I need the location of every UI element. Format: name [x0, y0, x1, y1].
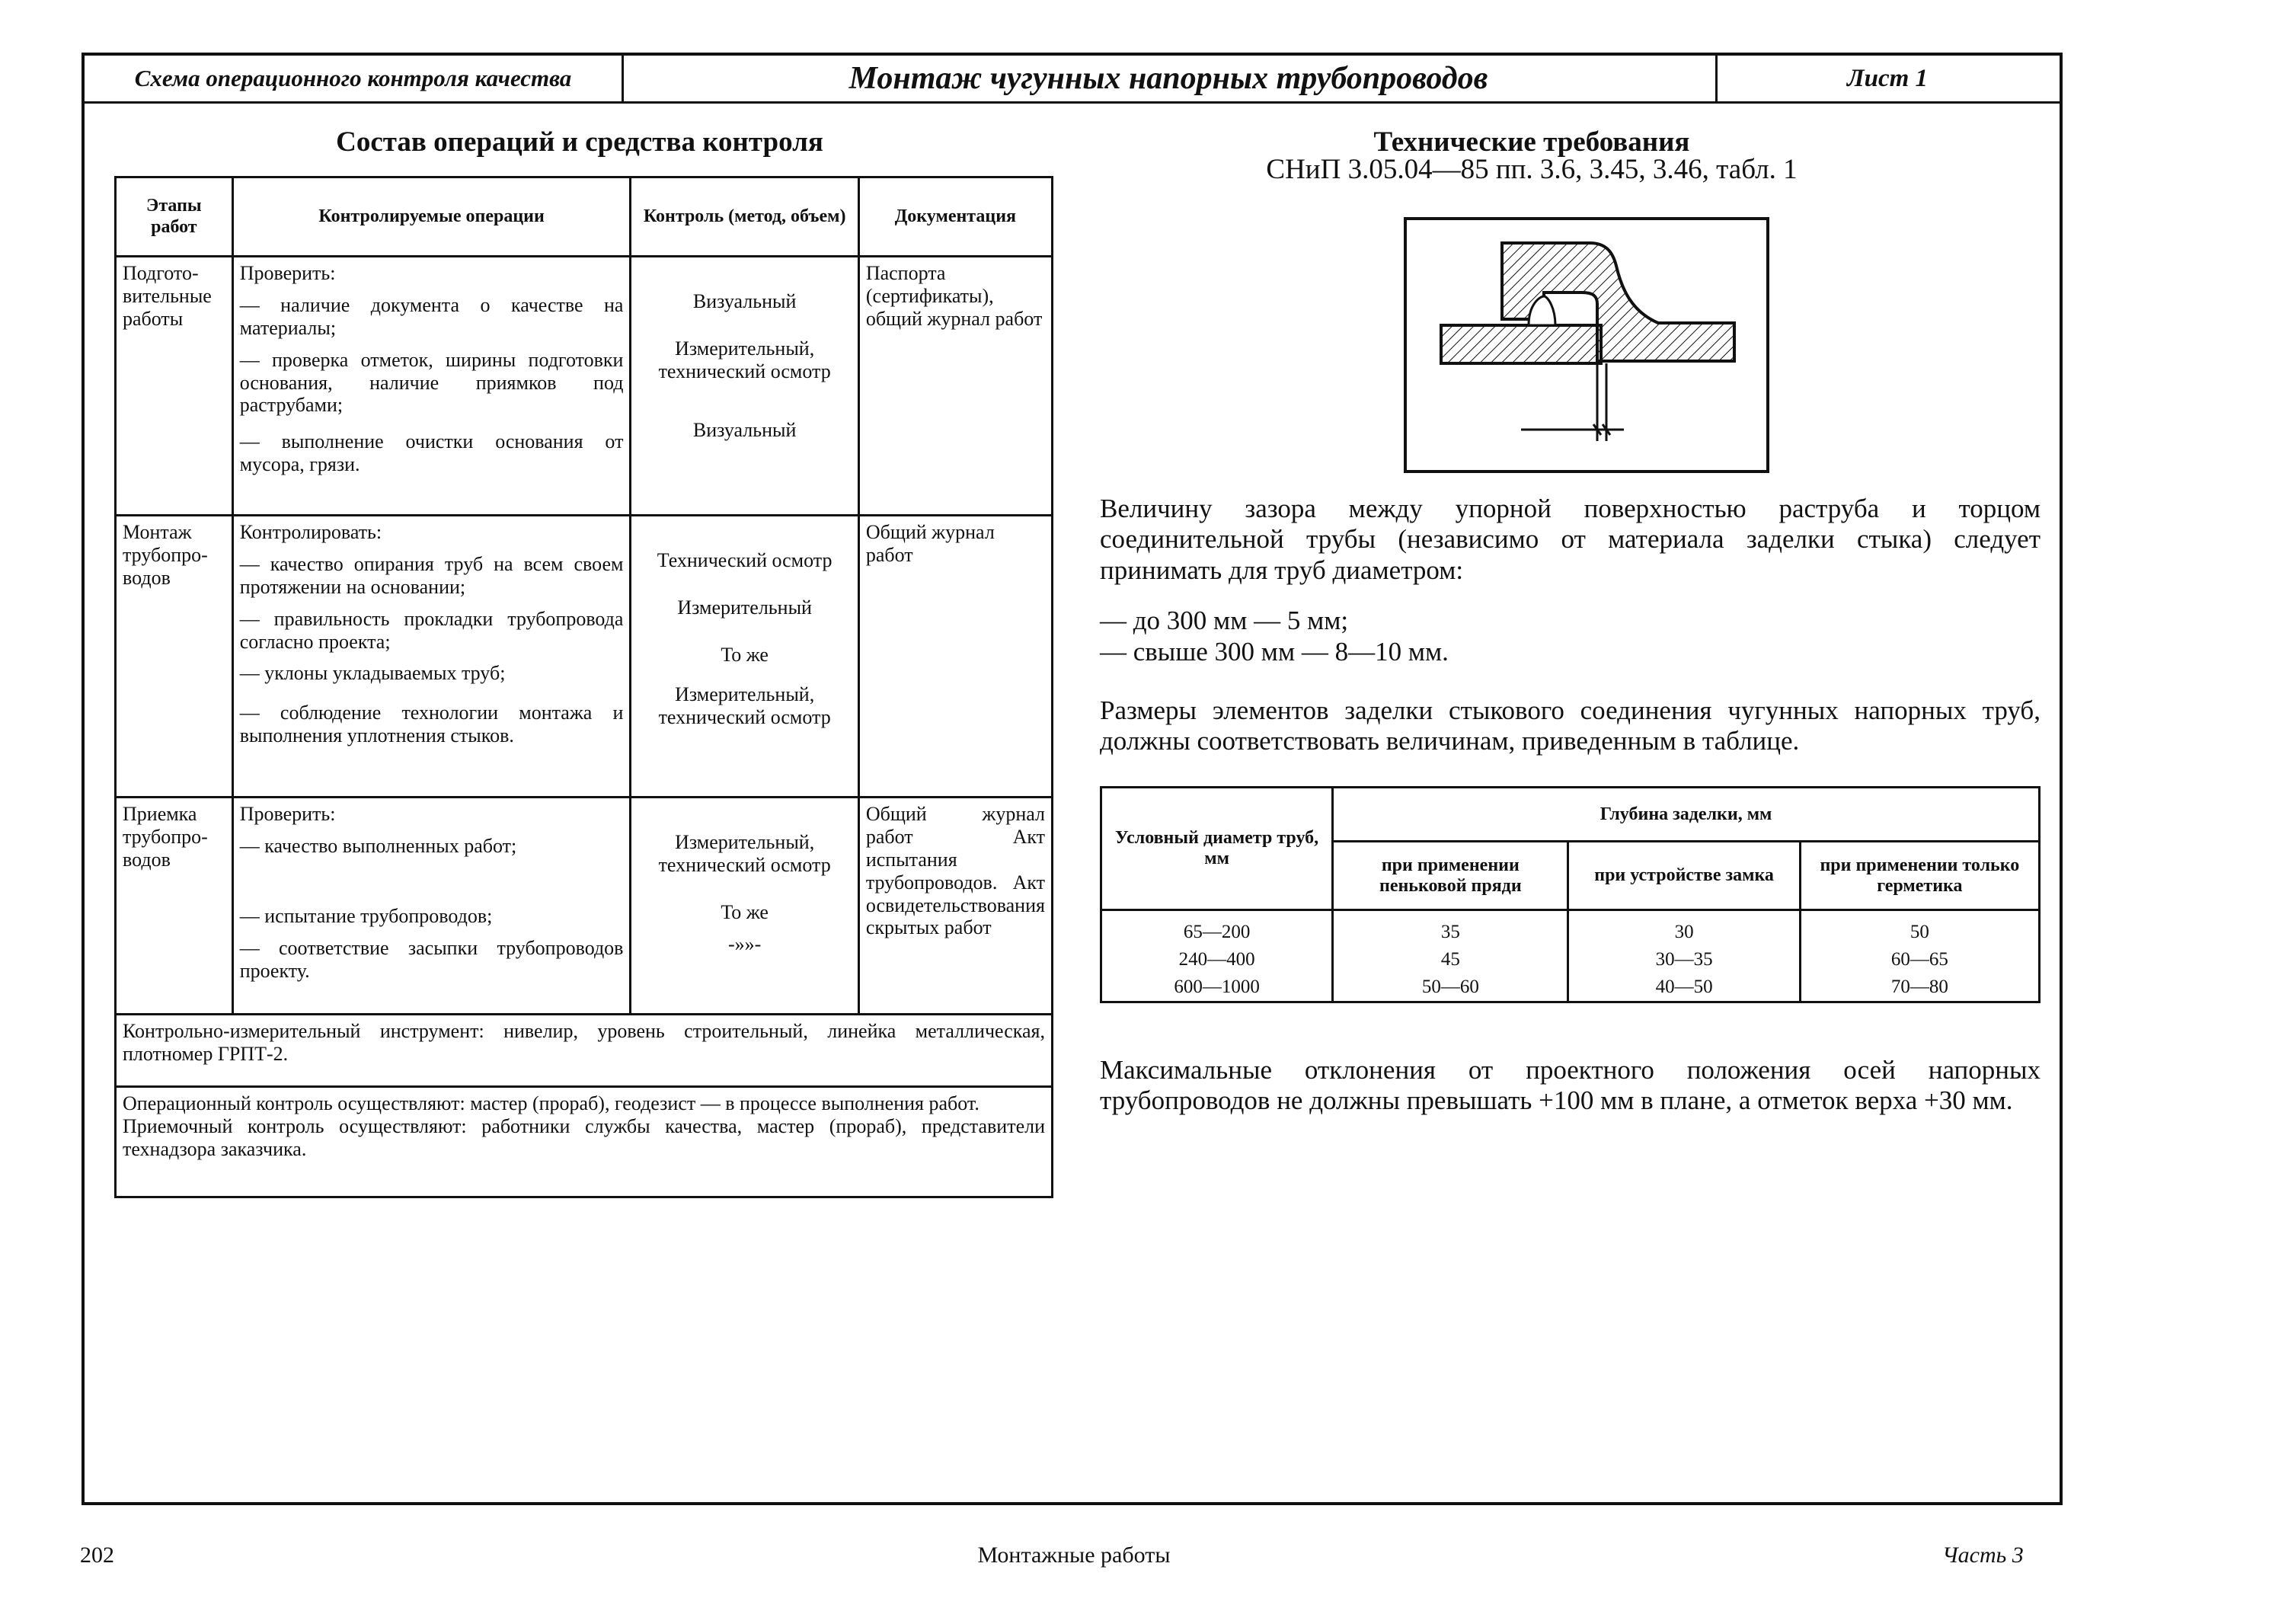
operations-header-row — [116, 177, 1053, 257]
cell-sealant: 70—80 — [1800, 973, 2039, 1002]
operation-item: — соответствие засыпки трубопроводов проекту. — [239, 936, 624, 982]
depth-table — [1100, 786, 2041, 1003]
operation-item: — правильность прокладки трубопровода согласно проекта; — [239, 607, 624, 653]
stage-name: Монтаж трубопро-водов — [116, 516, 233, 798]
cell-diameter: 600—1000 — [1101, 973, 1333, 1002]
operation-item: — наличие документа о качестве на материалы; — [239, 293, 624, 339]
operations-cell — [232, 516, 631, 798]
col-control: Контроль (метод, объем) — [631, 177, 858, 257]
operational-control-note: Операционный контроль осуществляют: мастер (прораб), геодезист — в процессе выполнения работ. — [123, 1092, 980, 1114]
joint-drawing — [1404, 217, 1769, 473]
stage-row-acceptance — [116, 798, 1053, 1015]
table-row — [1101, 946, 2040, 973]
acceptance-control-note: Приемочный контроль осуществляют: работники службы качества, мастер (прораб), представители технадзора заказчика. — [123, 1114, 1045, 1160]
control-method: Визуальный — [692, 419, 797, 441]
control-method: То же — [721, 901, 769, 923]
stage-name: Приемка трубопро-водов — [116, 798, 233, 1015]
control-notes — [116, 1087, 1053, 1197]
sizes-paragraph: Размеры элементов заделки стыкового соединения чугунных напорных труб, должны соответствовать величинам, приведенным в таблице. — [1100, 695, 2041, 756]
col-depth-group: Глубина заделки, мм — [1333, 788, 2040, 842]
cell-diameter: 65—200 — [1101, 910, 1333, 947]
col-sealant: при применении только герметика — [1800, 842, 2039, 910]
control-cell — [631, 516, 858, 798]
header-title: Монтаж чугунных напорных трубопроводов — [622, 56, 1718, 101]
cell-sealant: 60—65 — [1800, 946, 2039, 973]
control-notes-row — [116, 1087, 1053, 1197]
operation-item: — выполнение очистки основания от мусора, грязи. — [239, 430, 624, 475]
gap-item-small: — до 300 мм — 5 мм; — [1100, 606, 1349, 635]
norm-reference: СНиП 3.05.04—85 пп. 3.6, 3.45, 3.46, табл. 1 — [1266, 154, 1798, 185]
operations-cell — [232, 798, 631, 1015]
bell-joint-sketch — [1407, 220, 1766, 470]
control-cell — [631, 257, 858, 516]
operations-title: Состав операций и средства контроля — [336, 126, 823, 158]
requirements-title: Технические требования — [1373, 126, 1690, 158]
documentation-cell: Паспорта (сертификаты), общий журнал работ — [858, 257, 1052, 516]
stage-row-preparation — [116, 257, 1053, 516]
cell-hemp: 35 — [1333, 910, 1568, 947]
cell-diameter: 240—400 — [1101, 946, 1333, 973]
col-lock: при устройстве замка — [1568, 842, 1800, 910]
cell-sealant: 50 — [1800, 910, 2039, 947]
operation-item: — испытание трубопроводов; — [239, 904, 493, 927]
page-number: 202 — [80, 1542, 114, 1568]
deviation-paragraph: Максимальные отклонения от проектного положения осей напорных трубопроводов не должны превышать +100 мм в плане, а отметок верха +30 мм. — [1100, 1055, 2041, 1116]
header-left: Схема операционного контроля качества — [85, 56, 624, 101]
col-operations: Контролируемые операции — [232, 177, 631, 257]
sheet-frame — [81, 53, 2063, 1505]
operation-item: — соблюдение технологии монтажа и выполнения уплотнения стыков. — [239, 702, 624, 747]
operation-item: — качество выполненных работ; — [239, 834, 517, 857]
control-method: Измерительный, технический осмотр — [658, 831, 831, 876]
title-block — [85, 56, 2060, 104]
control-method: Визуальный — [692, 290, 797, 312]
cell-hemp: 50—60 — [1333, 973, 1568, 1002]
operations-intro: Контролировать: — [239, 521, 382, 543]
cell-lock: 30—35 — [1568, 946, 1800, 973]
control-cell — [631, 798, 858, 1015]
cell-hemp: 45 — [1333, 946, 1568, 973]
control-method: Технический осмотр — [657, 549, 833, 571]
control-method: Измерительный, технический осмотр — [658, 683, 831, 728]
documentation-cell: Общий журнал работ Акт испытания трубопроводов. Акт освидетельствования скрытых работ — [858, 798, 1052, 1015]
operations-table — [114, 176, 1053, 1198]
control-method: То же — [721, 644, 769, 666]
col-stages: Этапы работ — [116, 177, 233, 257]
stage-name: Подгото-вительные работы — [116, 257, 233, 516]
operations-intro: Проверить: — [239, 262, 336, 284]
col-diameter: Условный диаметр труб, мм — [1101, 788, 1333, 910]
table-row — [1101, 973, 2040, 1002]
control-method: Измерительный — [677, 596, 812, 619]
instrument-row — [116, 1015, 1053, 1087]
cell-lock: 30 — [1568, 910, 1800, 947]
footer-part: Часть 3 — [1942, 1542, 2024, 1568]
operation-item: — уклоны укладываемых труб; — [239, 662, 506, 685]
col-documentation: Документация — [858, 177, 1052, 257]
gap-paragraph: Величину зазора между упорной поверхностью раструба и торцом соединительной трубы (независимо от материала заделки стыка) следует принимать для труб диаметром: — [1100, 494, 2041, 585]
stage-row-installation — [116, 516, 1053, 798]
cell-lock: 40—50 — [1568, 973, 1800, 1002]
control-method: -»»- — [727, 933, 762, 955]
sheet-number: Лист 1 — [1846, 65, 1929, 92]
operations-intro: Проверить: — [239, 803, 336, 825]
control-method: Измерительный, технический осмотр — [658, 337, 831, 382]
table-row — [1101, 910, 2040, 947]
documentation-cell: Общий журнал работ — [858, 516, 1052, 798]
operation-item: — качество опирания труб на всем своем протяжении на основании; — [239, 552, 624, 598]
spigot-section — [1441, 325, 1601, 363]
instrument-note: Контрольно-измерительный инструмент: нивелир, уровень строительный, линейка металлическая, плотномер ГРПТ-2. — [116, 1015, 1053, 1087]
gap-item-large: — свыше 300 мм — 8—10 мм. — [1100, 637, 1449, 667]
operations-cell — [232, 257, 631, 516]
footer-section: Монтажные работы — [977, 1542, 1171, 1568]
col-hemp: при применении пеньковой пряди — [1333, 842, 1568, 910]
operation-item: — проверка отметок, ширины подготовки основания, наличие приямков под раструбами; — [239, 348, 624, 417]
